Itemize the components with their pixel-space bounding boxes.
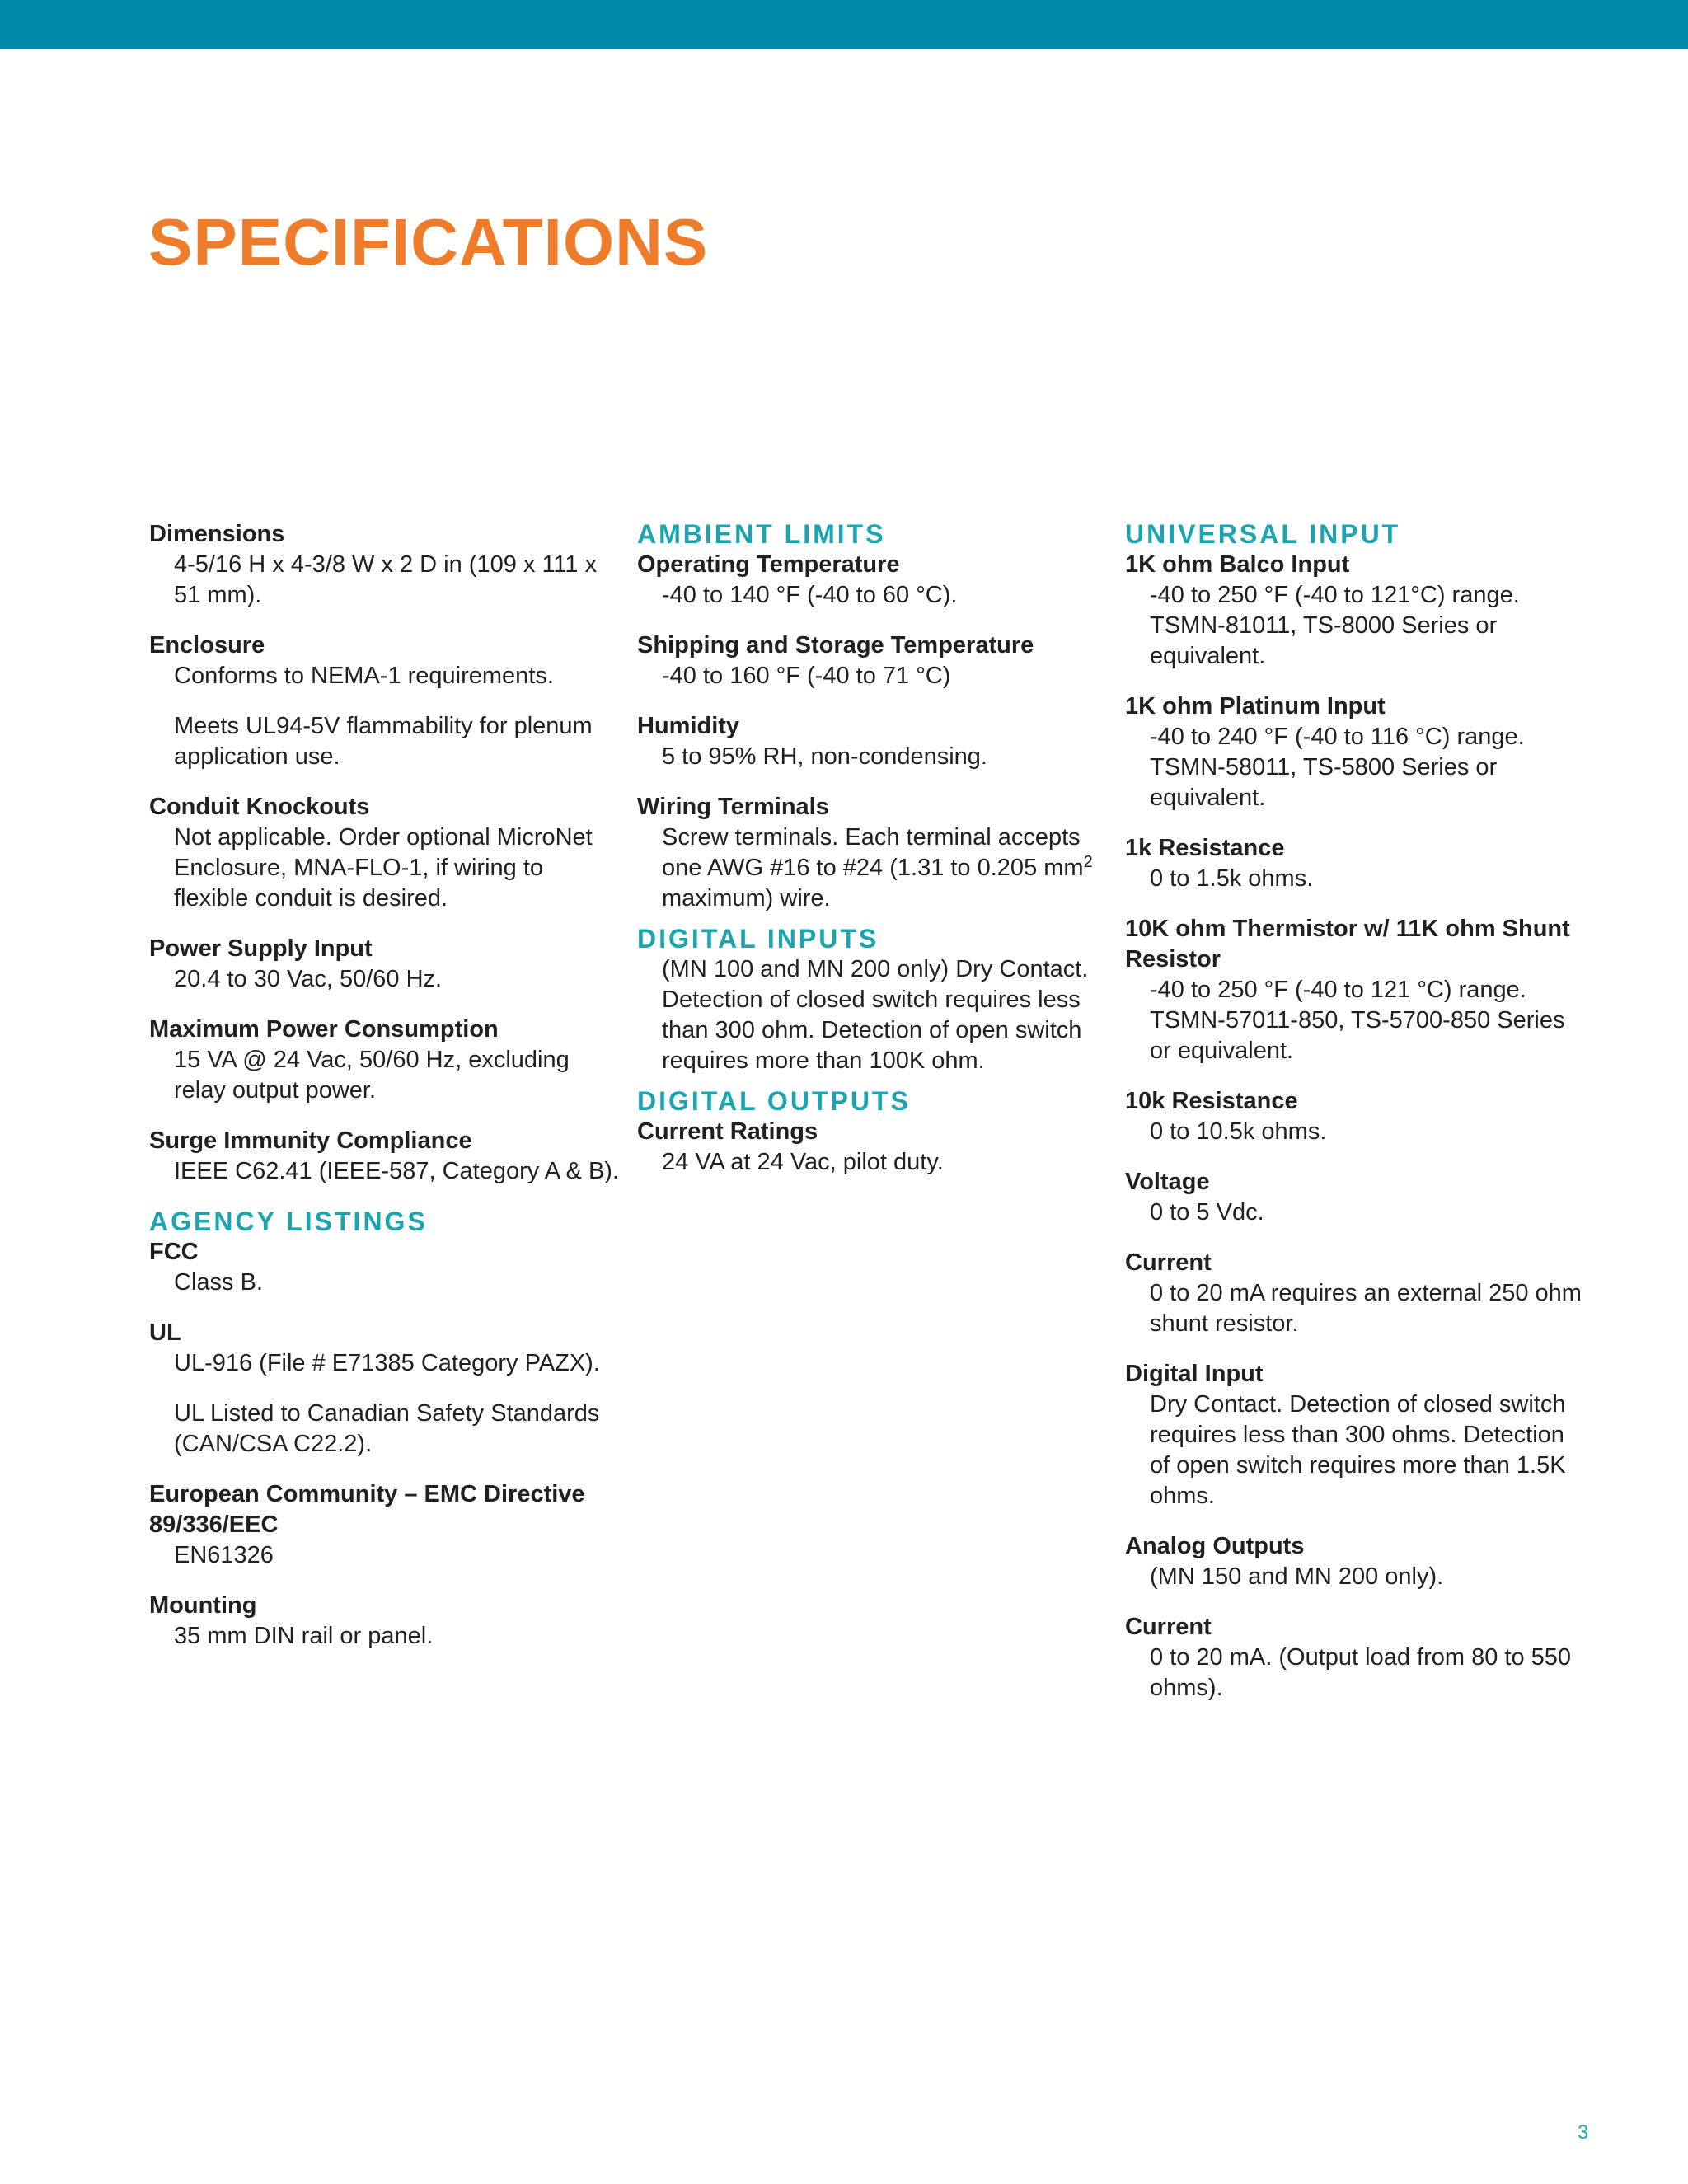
spec-value: [662, 823, 1107, 914]
spec-label: 1k Resistance: [1125, 835, 1285, 861]
spec-conduit-knockouts: [149, 792, 619, 914]
spec-value: 0 to 10.5k ohms.: [1150, 1118, 1327, 1145]
spec-label: Current: [1125, 1614, 1212, 1640]
spec-label: Maximum Power Consumption: [149, 1016, 499, 1043]
spec-label: Digital Input: [1125, 1361, 1264, 1387]
spec-emc-directive: [149, 1479, 619, 1571]
spec-value: 0 to 1.5k ohms.: [1150, 865, 1314, 892]
spec-value: Not applicable. Order optional MicroNet Enclosure, MNA-FLO-1, if wiring to flexible conduit is desired.: [174, 824, 593, 912]
spec-value: Meets UL94-5V flammability for plenum application use.: [174, 713, 593, 770]
section-universal-input: [1125, 519, 1587, 1704]
section-heading: DIGITAL OUTPUTS: [637, 1086, 911, 1116]
spec-fcc: [149, 1237, 619, 1298]
spec-shipping-temperature: [637, 630, 1107, 691]
spec-current-ratings: [637, 1117, 1107, 1178]
column-ambient-digital: [637, 519, 1107, 1188]
spec-value: -40 to 250 °F (-40 to 121°C) range. TSMN-81011, TS-8000 Series or equivalent.: [1150, 582, 1520, 669]
section-heading: AMBIENT LIMITS: [637, 519, 886, 549]
spec-value: 35 mm DIN rail or panel.: [174, 1623, 434, 1649]
spec-analog-outputs: [1125, 1531, 1587, 1592]
spec-label: FCC: [149, 1239, 199, 1265]
spec-thermistor: [1125, 914, 1587, 1066]
spec-label: Enclosure: [149, 632, 265, 658]
spec-digital-inputs: [637, 954, 1107, 1076]
spec-value: Class B.: [174, 1269, 263, 1296]
column-general: [149, 519, 619, 1661]
spec-value: 0 to 20 mA. (Output load from 80 to 550 ohms).: [1150, 1644, 1572, 1701]
spec-value: -40 to 160 °F (-40 to 71 °C): [662, 663, 951, 689]
spec-value: UL Listed to Canadian Safety Standards (CAN/CSA C22.2).: [174, 1400, 600, 1457]
section-agency-listings: [149, 1207, 619, 1652]
top-color-band: [0, 0, 1688, 49]
spec-value: Conforms to NEMA-1 requirements.: [174, 663, 554, 689]
spec-value: Dry Contact. Detection of closed switch requires less than 300 ohms. Detection of open switch requires more than 1.5K ohms.: [1150, 1391, 1566, 1509]
spec-surge-immunity: [149, 1126, 619, 1187]
spec-value: IEEE C62.41 (IEEE-587, Category A & B).: [174, 1158, 619, 1184]
spec-label: 1K ohm Balco Input: [1125, 551, 1350, 578]
spec-ul: [149, 1318, 619, 1460]
spec-wiring-terminals: [637, 792, 1107, 914]
spec-current: [1125, 1248, 1587, 1339]
spec-value: 15 VA @ 24 Vac, 50/60 Hz, excluding relay output power.: [174, 1047, 570, 1104]
spec-label: European Community – EMC Directive 89/336/EEC: [149, 1481, 585, 1538]
spec-max-power: [149, 1015, 619, 1106]
spec-digital-input: [1125, 1359, 1587, 1511]
page-number: 3: [1578, 2121, 1589, 2144]
spec-humidity: [637, 711, 1107, 772]
spec-label: Mounting: [149, 1592, 257, 1619]
spec-value: 0 to 20 mA requires an external 250 ohm shunt resistor.: [1150, 1280, 1582, 1337]
spec-10k-resistance: [1125, 1086, 1587, 1147]
section-heading: AGENCY LISTINGS: [149, 1207, 428, 1236]
spec-value: EN61326: [174, 1542, 274, 1568]
spec-label: Wiring Terminals: [637, 794, 829, 820]
spec-value: 24 VA at 24 Vac, pilot duty.: [662, 1149, 944, 1175]
spec-value: -40 to 250 °F (-40 to 121 °C) range. TSMN-57011-850, TS-5700-850 Series or equivalent.: [1150, 977, 1565, 1064]
spec-analog-current: [1125, 1612, 1587, 1704]
spec-label: Voltage: [1125, 1169, 1210, 1195]
spec-label: 10K ohm Thermistor w/ 11K ohm Shunt Resistor: [1125, 916, 1570, 972]
spec-mounting: [149, 1591, 619, 1652]
superscript-two: 2: [1083, 853, 1093, 871]
spec-value: 20.4 to 30 Vac, 50/60 Hz.: [174, 966, 443, 992]
page-title: SPECIFICATIONS: [148, 205, 709, 279]
spec-value: (MN 100 and MN 200 only) Dry Contact. Detection of closed switch requires less than 300 ohm. Detection of open switch requires more than 100K ohm.: [662, 956, 1089, 1074]
spec-value: 5 to 95% RH, non-condensing.: [662, 743, 987, 770]
section-heading: UNIVERSAL INPUT: [1125, 519, 1401, 549]
spec-label: Humidity: [637, 713, 740, 739]
spec-platinum-input: [1125, 691, 1587, 813]
spec-power-supply: [149, 934, 619, 995]
spec-operating-temperature: [637, 550, 1107, 611]
spec-value: -40 to 240 °F (-40 to 116 °C) range. TSMN-58011, TS-5800 Series or equivalent.: [1150, 724, 1525, 811]
spec-enclosure: [149, 630, 619, 772]
spec-value: (MN 150 and MN 200 only).: [1150, 1563, 1444, 1590]
section-digital-outputs: [637, 1086, 1107, 1178]
spec-value: UL-916 (File # E71385 Category PAZX).: [174, 1350, 600, 1376]
spec-label: UL: [149, 1319, 181, 1346]
spec-1k-resistance: [1125, 833, 1587, 894]
spec-label: Current Ratings: [637, 1118, 818, 1145]
spec-voltage: [1125, 1167, 1587, 1228]
spec-value: -40 to 140 °F (-40 to 60 °C).: [662, 582, 958, 608]
section-heading: DIGITAL INPUTS: [637, 924, 879, 954]
spec-label: 10k Resistance: [1125, 1088, 1298, 1114]
spec-label: Current: [1125, 1249, 1212, 1276]
spec-value: 0 to 5 Vdc.: [1150, 1199, 1264, 1226]
section-ambient-limits: [637, 519, 1107, 914]
spec-label: Conduit Knockouts: [149, 794, 370, 820]
wiring-text-after: maximum) wire.: [662, 885, 831, 912]
section-digital-inputs: [637, 924, 1107, 1076]
spec-label: Shipping and Storage Temperature: [637, 632, 1034, 658]
spec-label: Surge Immunity Compliance: [149, 1127, 472, 1154]
spec-dimensions: [149, 519, 619, 611]
spec-label: Dimensions: [149, 521, 285, 547]
spec-label: 1K ohm Platinum Input: [1125, 693, 1386, 719]
spec-balco-input: [1125, 550, 1587, 672]
spec-value: 4-5/16 H x 4-3/8 W x 2 D in (109 x 111 x 51 mm).: [174, 551, 598, 608]
spec-label: Operating Temperature: [637, 551, 900, 578]
spec-label: Analog Outputs: [1125, 1533, 1305, 1559]
spec-label: Power Supply Input: [149, 935, 373, 962]
wiring-text-before: Screw terminals. Each terminal accepts one AWG #16 to #24 (1.31 to 0.205 mm: [662, 824, 1084, 881]
column-universal-input: [1125, 519, 1587, 1713]
